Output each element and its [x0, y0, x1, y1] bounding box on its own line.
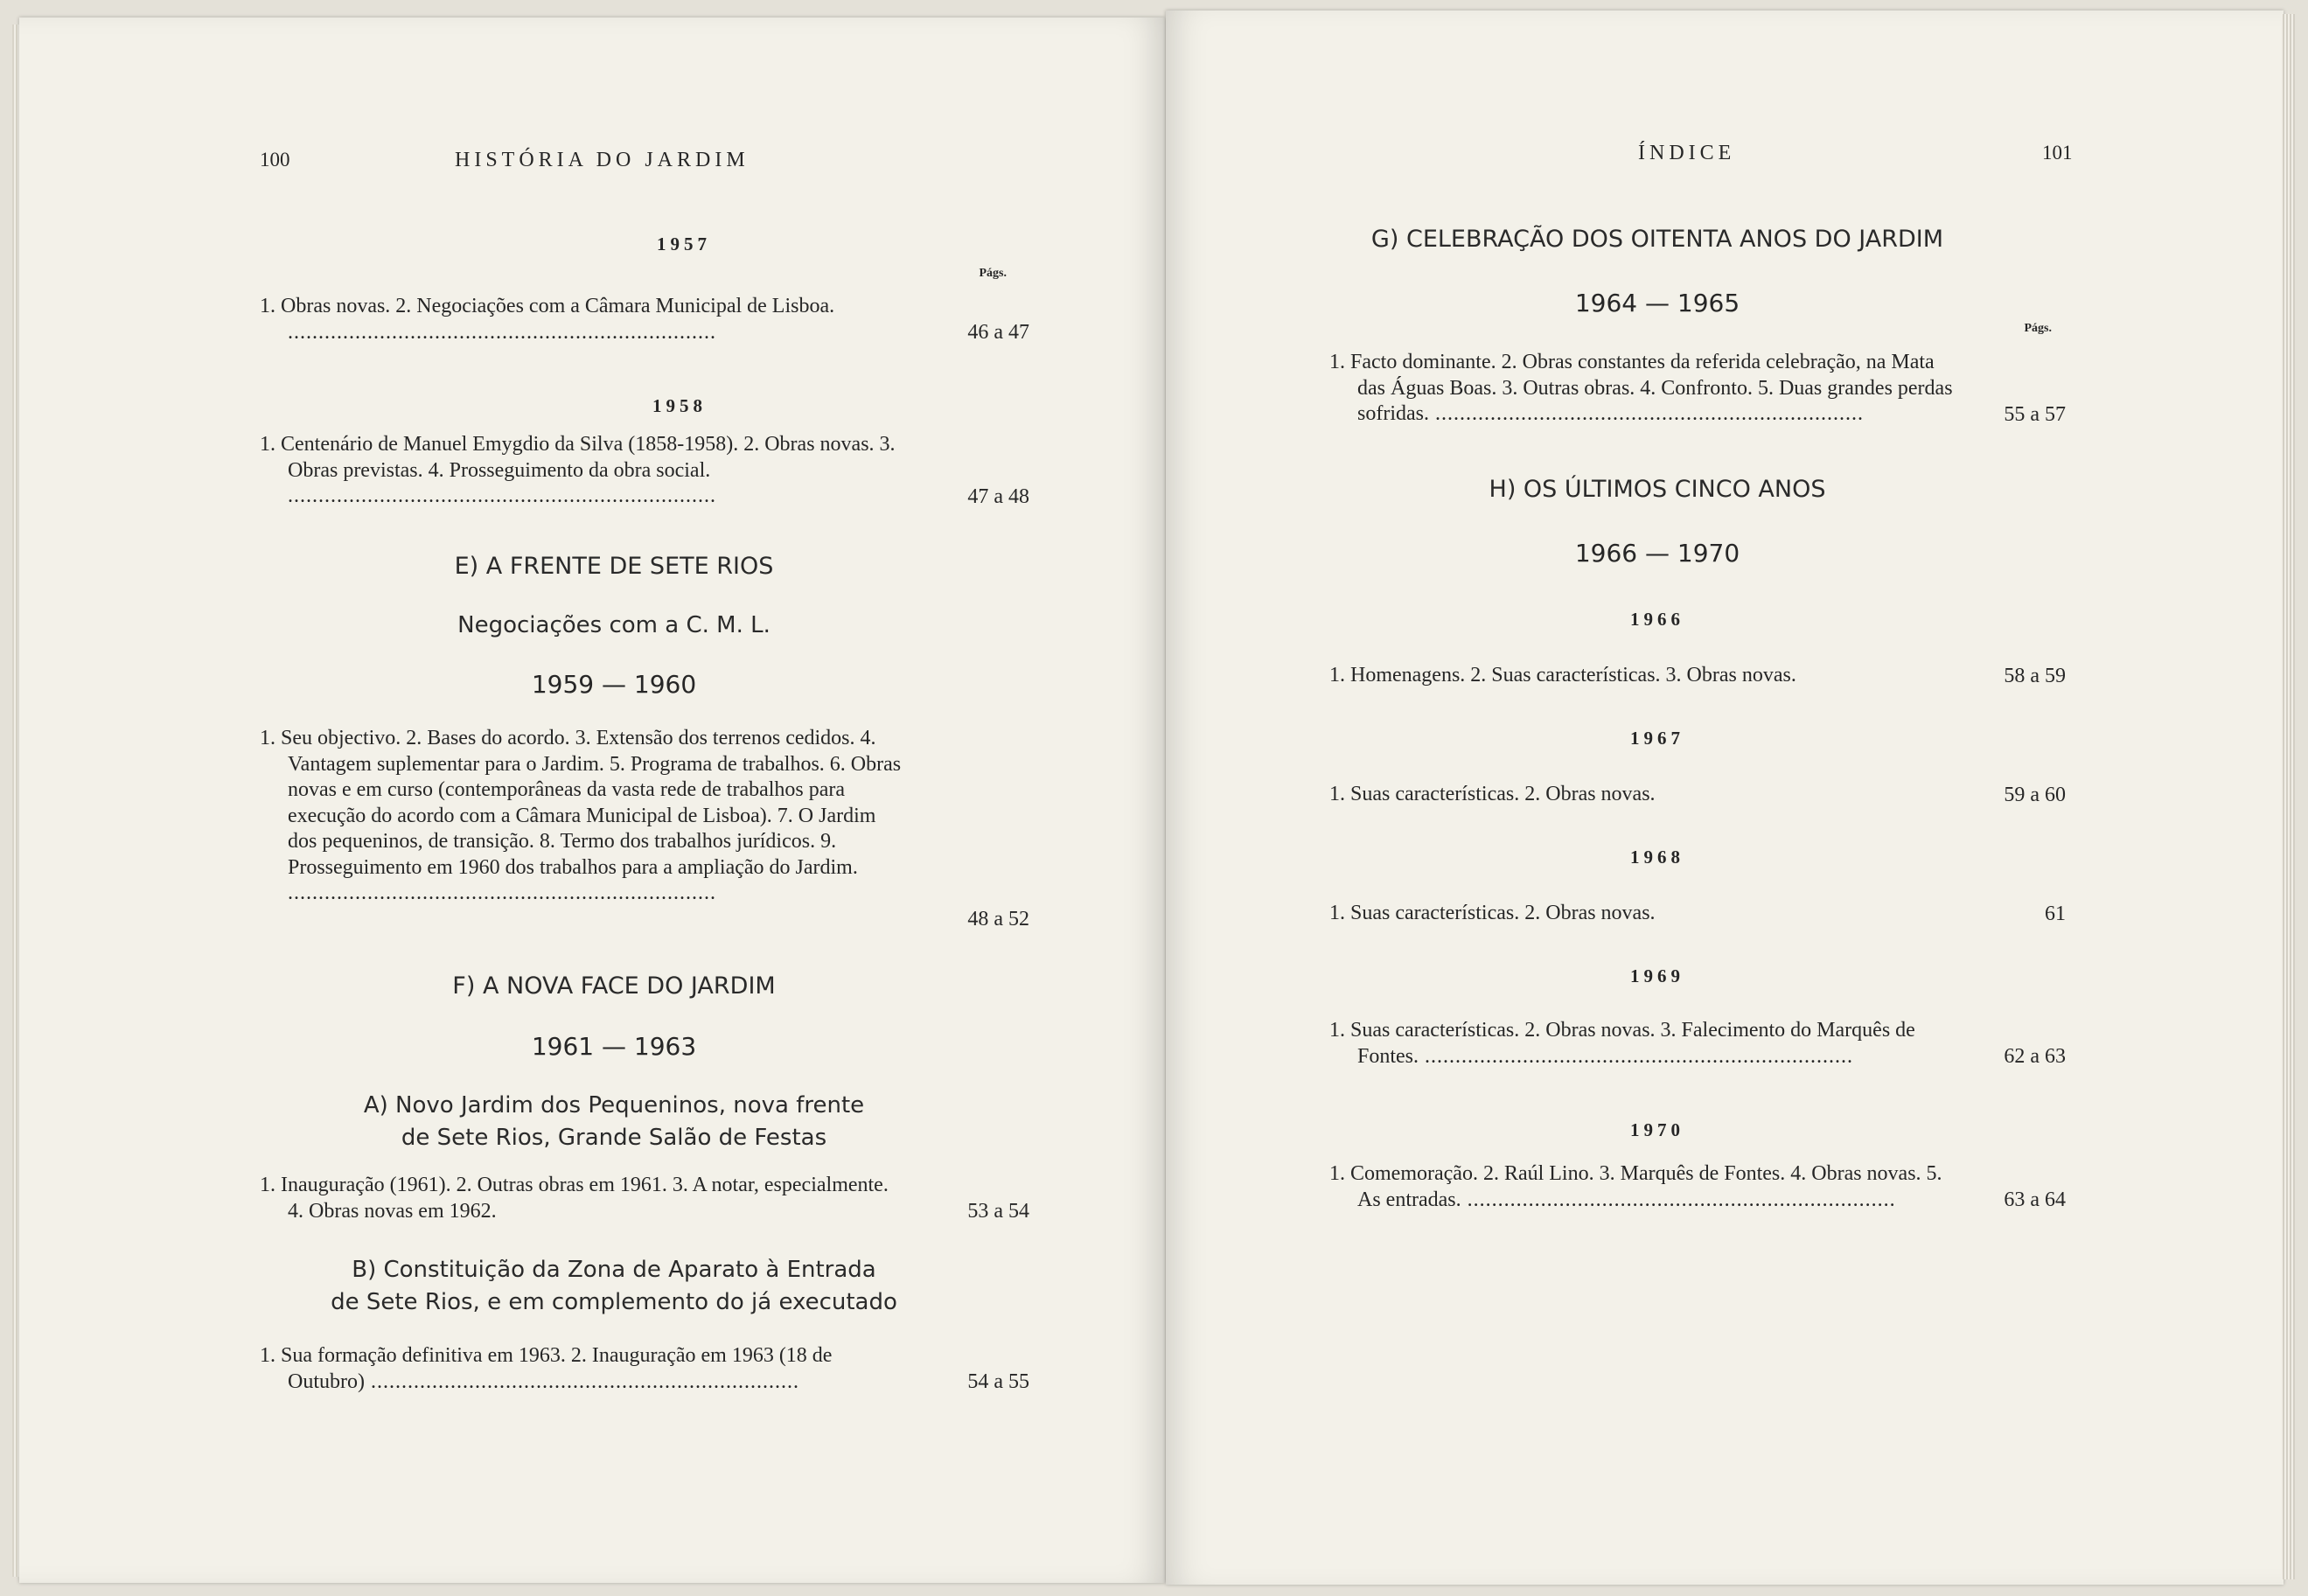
entry-1967-text: 1. Suas características. 2. Obras novas.: [1329, 783, 1656, 805]
entry-section-f-a-pages: 53 a 54: [967, 1199, 1029, 1223]
section-g-pags-label: Págs.: [2024, 322, 2052, 335]
entry-1968-pages: 61: [2045, 902, 2066, 925]
entry-1970: [1329, 1161, 2066, 1213]
section-e-subtitle: Negociações com a C. M. L.: [457, 612, 770, 638]
section-f-sub-a-title: [260, 1090, 1029, 1154]
entry-section-f-a: [260, 1173, 1029, 1224]
year-1968: 1968: [1630, 847, 1684, 868]
right-running-head: ÍNDICE: [1638, 142, 1736, 164]
entry-1958: [260, 432, 1029, 510]
section-h-title: H) OS ÚLTIMOS CINCO ANOS: [1489, 476, 1826, 503]
section-f-years: 1961 — 1963: [531, 1032, 697, 1061]
entry-1968-text: 1. Suas características. 2. Obras novas.: [1329, 902, 1656, 924]
entry-section-f-b-text: 1. Sua formação definitiva em 1963. 2. Inauguração em 1963 (18 de Outubro): [260, 1344, 833, 1393]
section-f-sub-b-title-line2: de Sete Rios, e em complemento do já executado: [331, 1289, 897, 1315]
year-1958: 1958: [652, 395, 707, 416]
entry-section-f-a-text: 1. Inauguração (1961). 2. Outras obras em 1961. 3. A notar, especialmente. 4. Obras novas em 1962.: [260, 1174, 889, 1223]
entry-1957-pages: 46 a 47: [967, 320, 1029, 344]
right-page: [1166, 10, 2284, 1585]
section-f-sub-a-title-line1: A) Novo Jardim dos Pequeninos, nova frente: [363, 1092, 865, 1119]
left-page-number: 100: [260, 149, 290, 171]
page-edges-right: [2281, 14, 2295, 1579]
entry-1970-pages: 63 a 64: [2004, 1188, 2066, 1211]
section-g-title: G) CELEBRAÇÃO DOS OITENTA ANOS DO JARDIM: [1370, 226, 1944, 253]
section-e-years: 1959 — 1960: [531, 670, 697, 699]
entry-1958-pages: 47 a 48: [967, 484, 1029, 508]
left-running-head: HISTÓRIA DO JARDIM: [455, 149, 750, 171]
entry-1967: [1329, 782, 2066, 808]
entry-section-e: [260, 726, 1029, 932]
entry-1958-text: 1. Centenário de Manuel Emygdio da Silva (1858-1958). 2. Obras novas. 3. Obras previstas. 4. Prosseguimento da obra social.: [260, 433, 896, 482]
year-1967: 1967: [1630, 728, 1684, 749]
entry-1969-pages: 62 a 63: [2004, 1044, 2066, 1068]
section-f-sub-b-title-line1: B) Constituição da Zona de Aparato à Entrada: [352, 1257, 876, 1283]
section-f-title: F) A NOVA FACE DO JARDIM: [452, 972, 776, 1000]
entry-section-g: [1329, 350, 2066, 428]
entry-1957: [260, 294, 1029, 345]
entry-1967-pages: 59 a 60: [2004, 783, 2066, 806]
entry-1966-pages: 58 a 59: [2004, 664, 2066, 687]
entry-section-f-b: [260, 1343, 1029, 1395]
section-f-sub-b-title: [260, 1254, 1029, 1319]
entry-1957-text: 1. Obras novas. 2. Negociações com a Câmara Municipal de Lisboa.: [260, 295, 835, 317]
entry-section-g-pages: 55 a 57: [2004, 402, 2066, 426]
section-h-years: 1966 — 1970: [1574, 539, 1740, 568]
year-1969: 1969: [1630, 965, 1684, 986]
entry-1966-text: 1. Homenagens. 2. Suas características. 3. Obras novas.: [1329, 664, 1796, 686]
entry-section-e-pages: 48 a 52: [967, 907, 1029, 930]
section-f-sub-a-title-line2: de Sete Rios, Grande Salão de Festas: [401, 1125, 827, 1151]
entry-1969: [1329, 1018, 2066, 1070]
entry-section-g-text: 1. Facto dominante. 2. Obras constantes da referida celebração, na Mata das Águas Boas. 3. Outras obras. 4. Confronto. 5. Duas grandes perdas sofridas.: [1329, 351, 1953, 425]
right-page-number: 101: [2042, 142, 2073, 164]
year-1970: 1970: [1630, 1119, 1684, 1140]
pags-label: Págs.: [979, 267, 1007, 280]
left-page: [19, 17, 1165, 1583]
entry-1968: [1329, 901, 2066, 927]
entry-section-e-text: 1. Seu objectivo. 2. Bases do acordo. 3. Extensão dos terrenos cedidos. 4. Vantagem suplementar para o Jardim. 5. Programa de trabalhos. 6. Obras novas e em curso (contemporâneas da vasta rede de trabalhos para execução do acordo com a Câmara Municipal de Lisboa). 7. O Jardim dos pequeninos, de transição. 8. Termo dos trabalhos jurídicos. 9. Prosseguimento em 1960 dos trabalhos para a ampliação do Jardim.: [260, 727, 902, 879]
entry-section-f-b-pages: 54 a 55: [967, 1369, 1029, 1393]
section-g-years: 1964 — 1965: [1574, 289, 1740, 317]
entry-1966: [1329, 663, 2066, 689]
year-1966: 1966: [1630, 609, 1684, 630]
year-1957: 1957: [657, 233, 711, 254]
entry-1969-text: 1. Suas características. 2. Obras novas. 3. Falecimento do Marquês de Fontes.: [1329, 1019, 1915, 1068]
entry-1970-text: 1. Comemoração. 2. Raúl Lino. 3. Marquês de Fontes. 4. Obras novas. 5. As entradas.: [1329, 1162, 1942, 1211]
section-e-title: E) A FRENTE DE SETE RIOS: [454, 553, 774, 580]
